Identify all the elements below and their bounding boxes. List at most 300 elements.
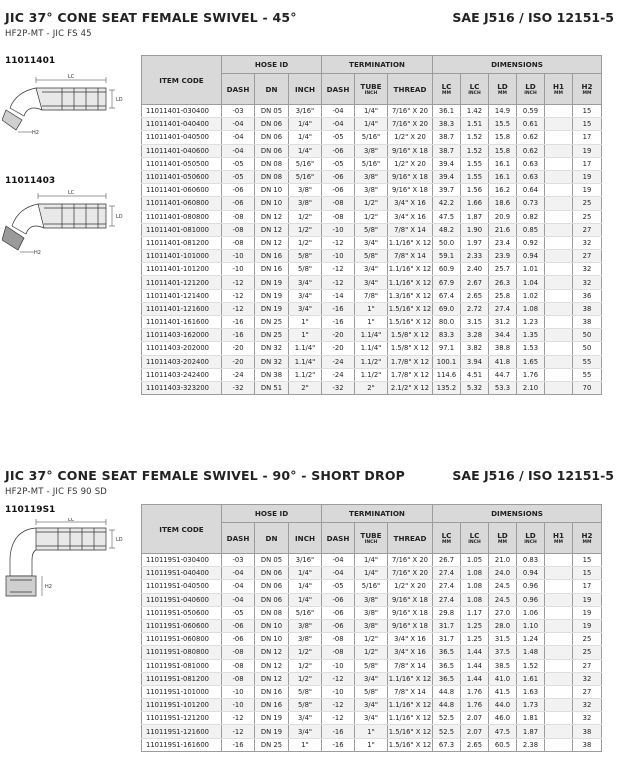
table-cell: 2.67: [461, 276, 489, 289]
table-cell: 60.5: [489, 738, 517, 751]
header-inch: INCH: [289, 523, 322, 554]
item-code-cell: 11011401-081200: [142, 236, 222, 249]
header-tube: TUBE INCH: [355, 523, 388, 554]
table-cell: 3/4": [289, 712, 322, 725]
section-title: JIC 37° CONE SEAT FEMALE SWIVEL - 45°: [5, 10, 297, 25]
table-cell: [545, 659, 573, 672]
table-cell: 1/2": [289, 236, 322, 249]
table-cell: 7/8" X 14: [388, 685, 433, 698]
table-cell: [545, 329, 573, 342]
table-cell: 1.55: [461, 170, 489, 183]
table-cell: 1.17: [461, 606, 489, 619]
table-cell: 15.5: [489, 118, 517, 131]
table-cell: DN 10: [255, 619, 289, 632]
table-cell: 1.1/16" X 12: [388, 699, 433, 712]
table-cell: -08: [322, 197, 355, 210]
table-cell: 5/16": [355, 157, 388, 170]
table-cell: 0.82: [517, 210, 545, 223]
table-cell: DN 12: [255, 223, 289, 236]
spec-table-body: [142, 554, 602, 752]
table-cell: -06: [222, 184, 255, 197]
table-cell: 36: [573, 289, 602, 302]
table-cell: 1.01: [517, 263, 545, 276]
table-cell: 27: [573, 250, 602, 263]
table-cell: DN 12: [255, 659, 289, 672]
table-cell: -05: [222, 170, 255, 183]
table-cell: -08: [222, 210, 255, 223]
header-h1: H1 MM: [545, 74, 573, 105]
table-cell: DN 16: [255, 685, 289, 698]
table-cell: 5/16": [289, 606, 322, 619]
table-row: [142, 646, 602, 659]
ld-label: LD: [116, 97, 123, 103]
table-cell: 5/16": [289, 170, 322, 183]
table-cell: 44.0: [489, 699, 517, 712]
table-cell: DN 12: [255, 236, 289, 249]
item-code-cell: 110119S1-040400: [142, 567, 222, 580]
table-cell: 1/4": [289, 567, 322, 580]
table-cell: 1": [289, 316, 322, 329]
ld-label: LD: [116, 537, 123, 543]
table-cell: 1.55: [461, 157, 489, 170]
table-cell: 16.1: [489, 170, 517, 183]
item-code-cell: 110119S1-050600: [142, 606, 222, 619]
table-cell: -06: [322, 619, 355, 632]
table-cell: 38.7: [433, 131, 461, 144]
table-row: [142, 118, 602, 131]
table-cell: 29.8: [433, 606, 461, 619]
table-cell: -04: [222, 567, 255, 580]
table-cell: 0.62: [517, 144, 545, 157]
table-cell: 1.1/16" X 12: [388, 672, 433, 685]
table-cell: DN 06: [255, 567, 289, 580]
table-cell: [545, 685, 573, 698]
item-code-cell: 11011403-202400: [142, 355, 222, 368]
table-cell: -32: [322, 381, 355, 394]
table-cell: [545, 289, 573, 302]
table-cell: 1.76: [517, 368, 545, 381]
table-cell: -12: [322, 699, 355, 712]
table-cell: -06: [322, 593, 355, 606]
table-cell: 3/8": [355, 184, 388, 197]
table-cell: 1.1/4": [355, 329, 388, 342]
table-cell: 1.7/8" X 12: [388, 368, 433, 381]
table-cell: [545, 105, 573, 118]
table-cell: -08: [222, 646, 255, 659]
table-cell: 1.08: [517, 302, 545, 315]
table-cell: DN 25: [255, 738, 289, 751]
table-cell: 19: [573, 606, 602, 619]
table-cell: 38: [573, 738, 602, 751]
table-row: [142, 184, 602, 197]
table-cell: -16: [322, 302, 355, 315]
section-title: JIC 37° CONE SEAT FEMALE SWIVEL - 90° - SHORT DROP: [5, 468, 406, 483]
table-cell: 9/16" X 18: [388, 593, 433, 606]
table-cell: DN 12: [255, 210, 289, 223]
table-cell: 1.5/16" X 12: [388, 316, 433, 329]
table-cell: 3/4": [289, 289, 322, 302]
table-cell: 21.0: [489, 554, 517, 567]
table-cell: 1.06: [517, 606, 545, 619]
table-cell: 67.9: [433, 276, 461, 289]
header-lc-inch: LC INCH: [461, 74, 489, 105]
table-cell: 1.5/16" X 12: [388, 302, 433, 315]
table-row: [142, 672, 602, 685]
table-cell: DN 19: [255, 725, 289, 738]
table-row: [142, 197, 602, 210]
table-cell: 27.0: [489, 606, 517, 619]
table-cell: 7/8": [355, 289, 388, 302]
table-cell: 15.8: [489, 144, 517, 157]
table-cell: 55: [573, 368, 602, 381]
table-row: [142, 157, 602, 170]
table-cell: DN 19: [255, 712, 289, 725]
table-cell: 9/16" X 18: [388, 184, 433, 197]
table-cell: 25: [573, 197, 602, 210]
table-cell: 25: [573, 210, 602, 223]
header-hose-id: HOSE ID: [222, 56, 322, 74]
table-cell: -04: [322, 105, 355, 118]
table-cell: 25.8: [489, 289, 517, 302]
table-row: [142, 712, 602, 725]
table-cell: 1.23: [517, 316, 545, 329]
standard-label: SAE J516 / ISO 12151-5: [452, 10, 614, 25]
table-cell: 1/4": [289, 118, 322, 131]
table-cell: 3/4" X 16: [388, 633, 433, 646]
table-cell: 1/2": [355, 646, 388, 659]
table-cell: -06: [222, 197, 255, 210]
header-dash: DASH: [222, 523, 255, 554]
table-cell: DN 08: [255, 606, 289, 619]
item-code-cell: 110119S1-081200: [142, 672, 222, 685]
table-cell: 15: [573, 554, 602, 567]
table-cell: 36.5: [433, 672, 461, 685]
table-cell: 16.1: [489, 157, 517, 170]
table-cell: -05: [322, 580, 355, 593]
table-cell: 20.9: [489, 210, 517, 223]
table-cell: 1.1/4": [289, 355, 322, 368]
table-cell: 32: [573, 699, 602, 712]
table-cell: 14.9: [489, 105, 517, 118]
table-cell: 1.44: [461, 672, 489, 685]
table-cell: 1.65: [517, 355, 545, 368]
table-cell: 27: [573, 659, 602, 672]
table-cell: DN 32: [255, 355, 289, 368]
table-cell: -20: [222, 355, 255, 368]
table-cell: 4.51: [461, 368, 489, 381]
table-cell: -20: [222, 342, 255, 355]
table-cell: -20: [322, 342, 355, 355]
table-cell: DN 06: [255, 593, 289, 606]
table-cell: 1/2": [289, 223, 322, 236]
table-cell: [545, 633, 573, 646]
table-cell: 27.4: [489, 302, 517, 315]
table-row: [142, 263, 602, 276]
table-cell: 3/4": [355, 672, 388, 685]
table-cell: -24: [322, 368, 355, 381]
table-cell: 3/8": [289, 184, 322, 197]
table-cell: 1.44: [461, 646, 489, 659]
table-cell: 31.7: [433, 633, 461, 646]
table-cell: 1.73: [517, 699, 545, 712]
item-code-cell: 110119S1-121200: [142, 712, 222, 725]
table-cell: 0.64: [517, 184, 545, 197]
table-cell: 34.4: [489, 329, 517, 342]
table-cell: DN 38: [255, 368, 289, 381]
table-cell: 26.3: [489, 276, 517, 289]
table-cell: 3/8": [355, 619, 388, 632]
table-cell: 0.63: [517, 157, 545, 170]
table-cell: 1": [355, 302, 388, 315]
table-cell: 32: [573, 276, 602, 289]
header-ld-inch: LD INCH: [517, 74, 545, 105]
table-cell: [545, 712, 573, 725]
table-cell: -03: [222, 554, 255, 567]
table-cell: [545, 250, 573, 263]
table-cell: [545, 316, 573, 329]
header-dimensions: DIMENSIONS: [433, 505, 602, 523]
table-cell: 3/8": [355, 606, 388, 619]
table-cell: 48.2: [433, 223, 461, 236]
table-cell: -10: [322, 223, 355, 236]
table-cell: -12: [322, 672, 355, 685]
item-code-cell: 11011401-030400: [142, 105, 222, 118]
table-cell: 38.7: [433, 144, 461, 157]
table-cell: 21.6: [489, 223, 517, 236]
table-cell: 135.2: [433, 381, 461, 394]
section-subtitle: HF2P-MT - JIC FS 45: [5, 29, 92, 39]
table-row: [142, 342, 602, 355]
table-cell: 3/8": [289, 619, 322, 632]
table-cell: -10: [222, 685, 255, 698]
table-cell: 3/16": [289, 554, 322, 567]
table-cell: 1/2": [355, 210, 388, 223]
table-cell: 1.5/8" X 12: [388, 329, 433, 342]
table-cell: 5/8": [289, 685, 322, 698]
table-cell: -08: [222, 672, 255, 685]
table-cell: 7/8" X 14: [388, 659, 433, 672]
header-item-code: ITEM CODE: [142, 505, 222, 554]
table-row: [142, 236, 602, 249]
table-cell: 25: [573, 633, 602, 646]
table-cell: [545, 131, 573, 144]
table-cell: -08: [222, 659, 255, 672]
table-cell: [545, 144, 573, 157]
table-cell: 5/8": [355, 223, 388, 236]
table-cell: 0.59: [517, 105, 545, 118]
table-cell: 23.9: [489, 250, 517, 263]
table-cell: 5/8": [289, 699, 322, 712]
table-cell: 3/4": [355, 276, 388, 289]
table-cell: 1/4": [355, 554, 388, 567]
item-code-cell: 11011401-080800: [142, 210, 222, 223]
table-cell: 3/8": [289, 633, 322, 646]
table-cell: 83.3: [433, 329, 461, 342]
table-cell: 5/8": [355, 250, 388, 263]
table-row: [142, 329, 602, 342]
table-cell: 36.5: [433, 659, 461, 672]
table-cell: 1.61: [517, 672, 545, 685]
header-inch: INCH: [289, 74, 322, 105]
table-cell: 1/4": [355, 567, 388, 580]
item-code-cell: 110119S1-060600: [142, 619, 222, 632]
table-cell: 1.87: [517, 725, 545, 738]
table-cell: 15.8: [489, 131, 517, 144]
table-cell: 60.9: [433, 263, 461, 276]
table-cell: 28.0: [489, 619, 517, 632]
table-cell: 1.1/4": [355, 342, 388, 355]
table-cell: 27.4: [433, 567, 461, 580]
table-cell: 5/8": [355, 659, 388, 672]
item-code-cell: 110119S1-080800: [142, 646, 222, 659]
table-cell: 32: [573, 263, 602, 276]
section-subtitle: HF2P-MT - JIC FS 90 SD: [5, 487, 108, 497]
table-cell: 5/8": [289, 250, 322, 263]
table-row: [142, 580, 602, 593]
table-cell: 1/4": [289, 593, 322, 606]
table-row: [142, 633, 602, 646]
table-cell: 38: [573, 725, 602, 738]
table-cell: 80.0: [433, 316, 461, 329]
table-cell: 1.87: [461, 210, 489, 223]
table-cell: [545, 263, 573, 276]
table-cell: 1.08: [461, 593, 489, 606]
table-cell: -05: [322, 131, 355, 144]
table-row: [142, 210, 602, 223]
header-thread: THREAD: [388, 74, 433, 105]
table-cell: -04: [222, 118, 255, 131]
table-cell: DN 10: [255, 633, 289, 646]
table-cell: -08: [222, 236, 255, 249]
table-cell: [545, 342, 573, 355]
table-cell: 9/16" X 18: [388, 170, 433, 183]
table-cell: DN 16: [255, 250, 289, 263]
table-cell: 2.40: [461, 263, 489, 276]
item-code-cell: 11011403-323200: [142, 381, 222, 394]
table-cell: 1.1/2": [289, 368, 322, 381]
header-ld-mm: LD MM: [489, 74, 517, 105]
header-termination: TERMINATION: [322, 56, 433, 74]
table-cell: [545, 725, 573, 738]
table-cell: DN 32: [255, 342, 289, 355]
table-row: [142, 289, 602, 302]
table-cell: 1/2": [289, 672, 322, 685]
table-cell: -04: [322, 567, 355, 580]
table-cell: 1.44: [461, 659, 489, 672]
table-cell: 114.6: [433, 368, 461, 381]
table-cell: -32: [222, 381, 255, 394]
table-cell: 31.5: [489, 633, 517, 646]
fitting-90-diagram: [2, 518, 132, 608]
fitting-45-large-diagram: [2, 188, 132, 256]
table-cell: 27: [573, 223, 602, 236]
table-cell: 2.65: [461, 289, 489, 302]
header-lc-mm: LC MM: [433, 523, 461, 554]
table-cell: 9/16" X 18: [388, 619, 433, 632]
table-cell: 1/2" X 20: [388, 157, 433, 170]
table-row: [142, 567, 602, 580]
table-cell: 1.08: [461, 567, 489, 580]
table-cell: -04: [322, 118, 355, 131]
table-cell: 5/8": [289, 263, 322, 276]
table-cell: 3.94: [461, 355, 489, 368]
figure-code: 11011403: [5, 176, 56, 186]
table-cell: 1": [289, 738, 322, 751]
table-cell: 69.0: [433, 302, 461, 315]
table-cell: 0.85: [517, 223, 545, 236]
table-cell: 17: [573, 580, 602, 593]
table-cell: DN 25: [255, 316, 289, 329]
table-cell: -10: [222, 250, 255, 263]
table-cell: [545, 157, 573, 170]
table-cell: 2.65: [461, 738, 489, 751]
table-cell: 42.2: [433, 197, 461, 210]
table-cell: 2": [355, 381, 388, 394]
table-cell: 3/4": [289, 276, 322, 289]
table-cell: 47.5: [433, 210, 461, 223]
item-code-cell: 11011401-040400: [142, 118, 222, 131]
table-cell: -06: [322, 170, 355, 183]
table-cell: 1.7/8" X 12: [388, 355, 433, 368]
table-cell: [545, 118, 573, 131]
table-cell: 1.90: [461, 223, 489, 236]
lc-label: LC: [68, 74, 75, 80]
table-cell: [545, 236, 573, 249]
table-cell: [545, 606, 573, 619]
table-cell: [545, 368, 573, 381]
table-cell: 1/4": [289, 144, 322, 157]
table-cell: -16: [322, 738, 355, 751]
table-cell: 1.25: [461, 633, 489, 646]
table-row: [142, 725, 602, 738]
table-cell: 1.5/16" X 12: [388, 738, 433, 751]
table-cell: 1.52: [461, 131, 489, 144]
table-cell: DN 19: [255, 289, 289, 302]
table-cell: 3/4": [355, 712, 388, 725]
table-cell: 1/2": [289, 210, 322, 223]
table-cell: 5/8": [355, 685, 388, 698]
table-cell: -04: [222, 131, 255, 144]
table-cell: 3/16": [289, 105, 322, 118]
table-cell: 50: [573, 342, 602, 355]
table-cell: [545, 276, 573, 289]
table-cell: -10: [322, 659, 355, 672]
table-cell: 39.4: [433, 170, 461, 183]
header-ld-inch: LD INCH: [517, 523, 545, 554]
table-cell: DN 10: [255, 184, 289, 197]
table-cell: 19: [573, 184, 602, 197]
table-row: [142, 619, 602, 632]
table-row: [142, 316, 602, 329]
table-cell: 31.7: [433, 619, 461, 632]
table-cell: 1.1/16" X 12: [388, 712, 433, 725]
item-code-cell: 11011401-081000: [142, 223, 222, 236]
item-code-cell: 11011401-121400: [142, 289, 222, 302]
table-cell: 25.7: [489, 263, 517, 276]
table-cell: 5/16": [289, 157, 322, 170]
table-cell: -12: [322, 236, 355, 249]
table-cell: -04: [222, 144, 255, 157]
item-code-cell: 110119S1-101200: [142, 699, 222, 712]
header-lc-inch: LC INCH: [461, 523, 489, 554]
spec-table: [141, 55, 602, 395]
table-cell: 7/16" X 20: [388, 105, 433, 118]
table-cell: 1/2": [355, 197, 388, 210]
table-cell: -10: [322, 685, 355, 698]
table-cell: 1.1/2": [355, 368, 388, 381]
item-code-cell: 110119S1-101000: [142, 685, 222, 698]
table-cell: 7/8" X 14: [388, 223, 433, 236]
